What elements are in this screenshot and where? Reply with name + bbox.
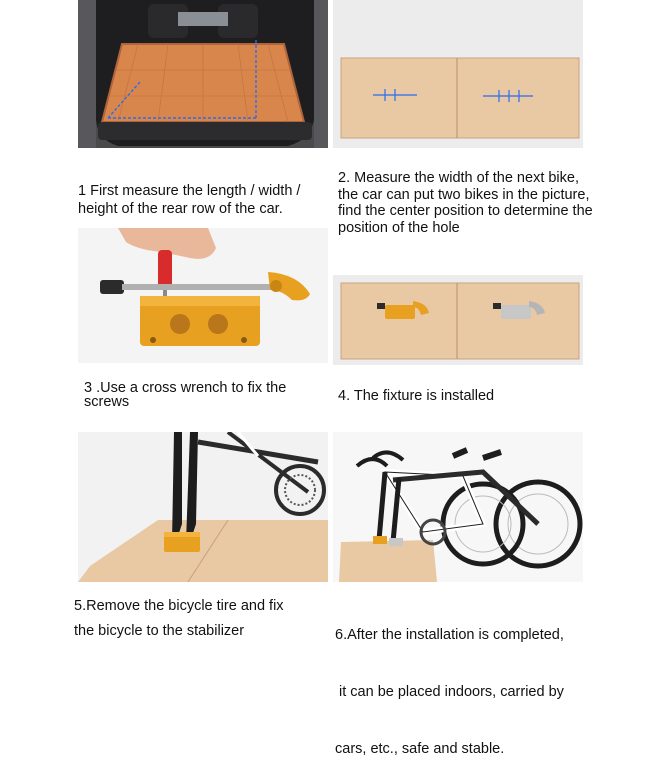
step-5-caption: 5.Remove the bicycle tire and fix the bicycle to the stabilizer <box>74 598 284 639</box>
step-4-photo <box>333 275 583 365</box>
step-6-photo <box>333 432 583 582</box>
step-3-photo <box>78 228 328 363</box>
step-1-caption: 1 First measure the length / width / height of the rear row of the car. <box>78 183 301 217</box>
step-4-caption: 4. The fixture is installed <box>338 388 495 404</box>
step-2-caption: 2. Measure the width of the next bike, the car can put two bikes in the picture, find the center position to determine the position of the hole <box>338 170 593 236</box>
step-3-caption: 3 .Use a cross wrench to fix the screws <box>84 380 287 410</box>
step-2-photo <box>333 0 583 148</box>
step-5-photo <box>78 432 328 582</box>
step-6-caption: 6.After the installation is completed, it can be placed indoors, carried by cars, etc., safe and stable. <box>335 627 564 757</box>
step-1-photo <box>78 0 328 148</box>
